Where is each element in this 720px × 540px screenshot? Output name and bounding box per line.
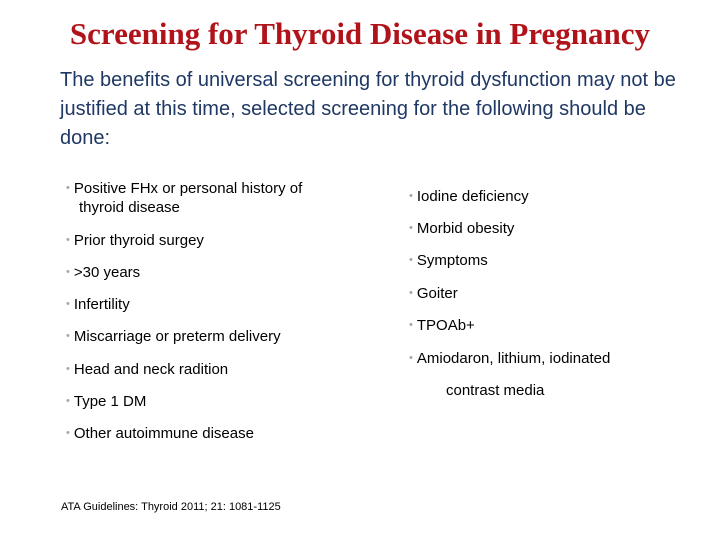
- list-item-text-continued: contrast media: [446, 382, 545, 399]
- bullet-icon: •: [409, 190, 413, 202]
- list-item-text: TPOAb+: [416, 317, 475, 334]
- list-item: [66, 327, 281, 346]
- bullet-icon: •: [66, 234, 70, 246]
- list-item: [66, 424, 254, 443]
- list-item-text: >30 years: [73, 264, 141, 281]
- list-item-text: Infertility: [73, 296, 130, 313]
- list-item: [409, 349, 689, 400]
- list-item-text: Iodine deficiency: [416, 188, 529, 205]
- intro-paragraph: The benefits of universal screening for thyroid dysfunction may not be justified at this time, selected screening for the following should be done:: [60, 69, 676, 149]
- bullet-icon: •: [66, 330, 70, 342]
- bullet-icon: •: [409, 287, 413, 299]
- list-item-text: Symptoms: [416, 252, 488, 269]
- list-item-text: Miscarriage or preterm delivery: [73, 328, 281, 345]
- list-item-text: Positive FHx or personal history of: [73, 180, 303, 197]
- list-item: [66, 231, 204, 250]
- list-item: [66, 360, 228, 379]
- list-item-text: Type 1 DM: [73, 393, 147, 410]
- bullet-icon: •: [66, 182, 70, 194]
- bullet-icon: •: [66, 395, 70, 407]
- bullet-icon: •: [66, 363, 70, 375]
- list-item-text: Prior thyroid surgey: [73, 232, 204, 249]
- list-item-text: Amiodaron, lithium, iodinated: [416, 350, 611, 367]
- list-item-text: Morbid obesity: [416, 220, 515, 237]
- list-item: [409, 219, 514, 238]
- list-item: [66, 295, 130, 314]
- list-item: [409, 251, 488, 270]
- slide-title: Screening for Thyroid Disease in Pregnancy: [69, 16, 651, 51]
- bullet-icon: •: [66, 266, 70, 278]
- list-item-text: Goiter: [416, 285, 458, 302]
- list-item-text: Head and neck radition: [73, 361, 229, 378]
- list-item: [66, 179, 366, 217]
- bullet-icon: •: [409, 319, 413, 331]
- list-item: [409, 316, 475, 335]
- list-item-text: Other autoimmune disease: [73, 425, 254, 442]
- bullet-icon: •: [66, 427, 70, 439]
- bullet-icon: •: [409, 222, 413, 234]
- bullet-icon: •: [409, 254, 413, 266]
- list-item: [66, 263, 140, 282]
- list-item: [66, 392, 146, 411]
- list-item: [409, 284, 458, 303]
- reference-citation: ATA Guidelines: Thyroid 2011; 21: 1081-1125: [61, 501, 281, 513]
- list-item-text-continued: thyroid disease: [79, 199, 180, 216]
- bullet-icon: •: [409, 352, 413, 364]
- list-item: [409, 187, 529, 206]
- bullet-icon: •: [66, 298, 70, 310]
